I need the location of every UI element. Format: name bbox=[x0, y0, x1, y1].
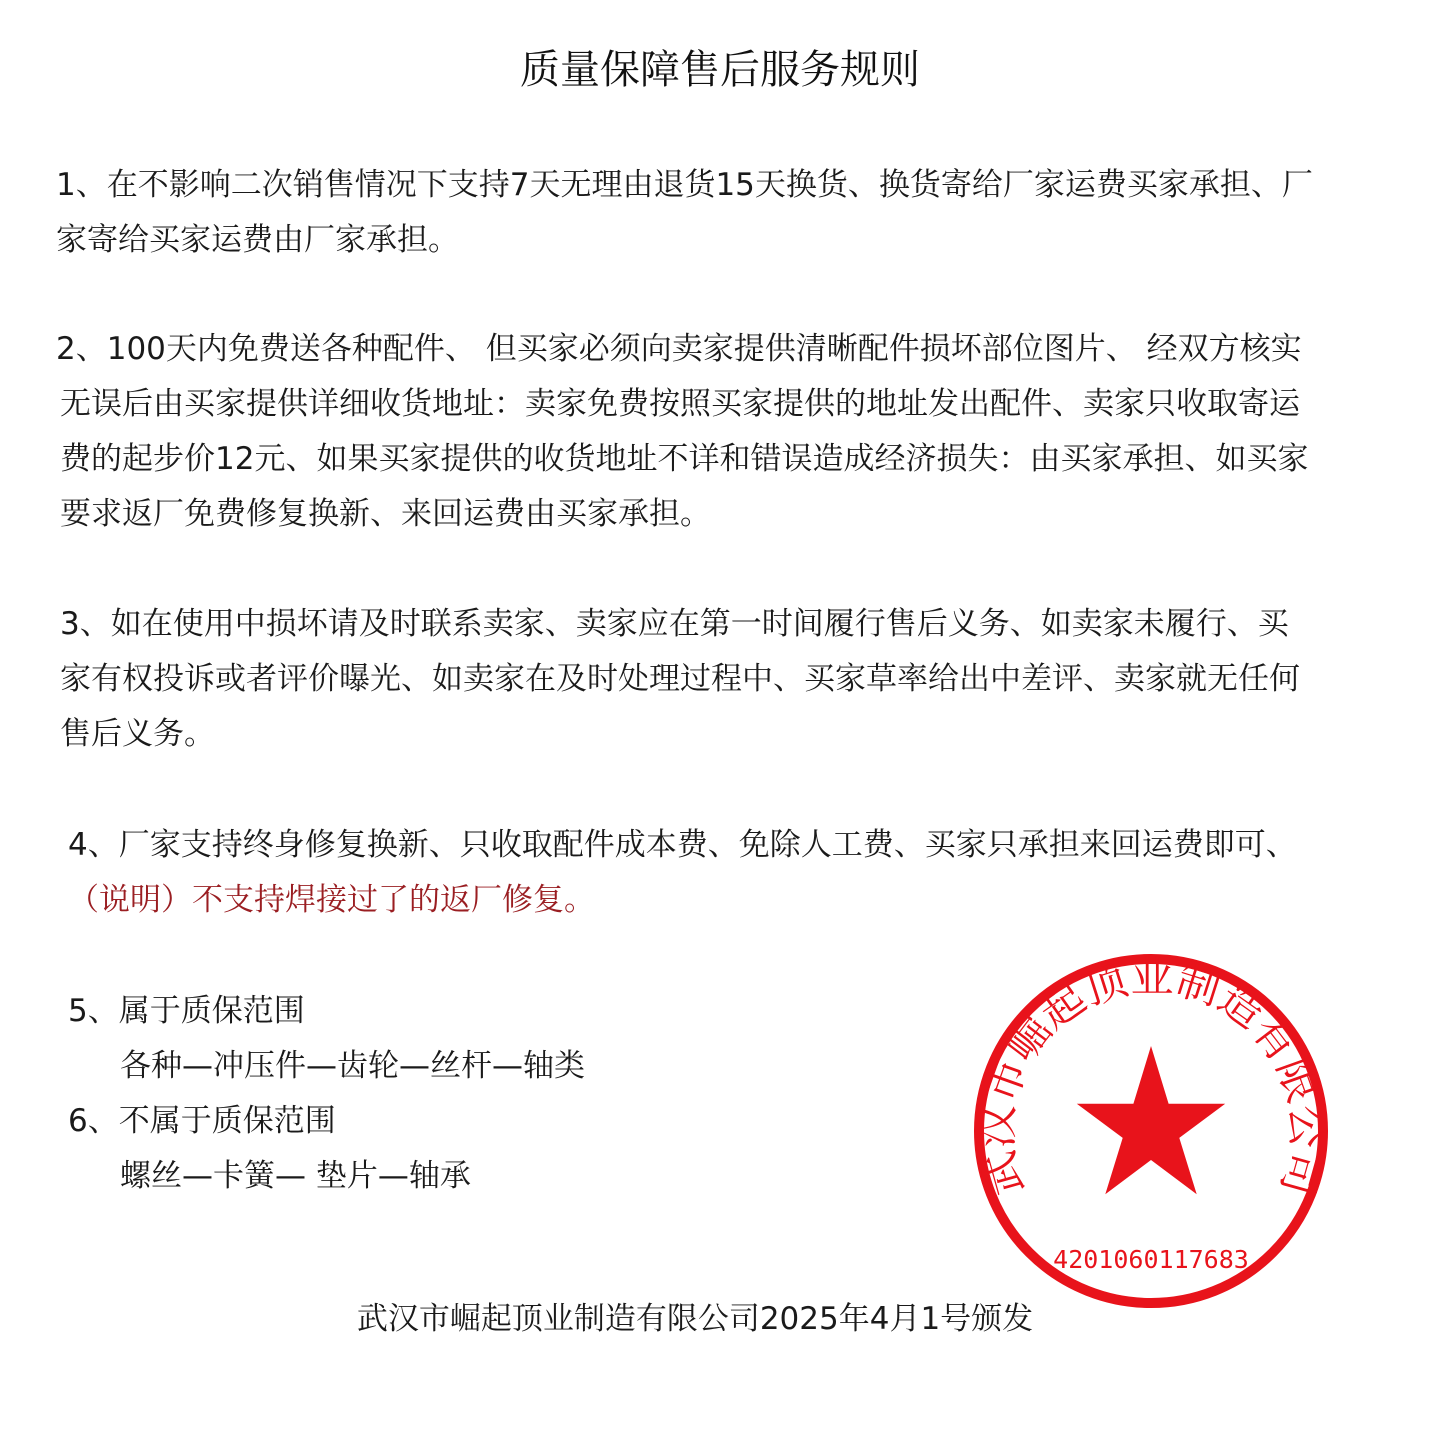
rule-3-line-1: 3、如在使用中损坏请及时联系卖家、卖家应在第一时间履行售后义务、如卖家未履行、买 bbox=[60, 606, 1289, 642]
rule-4 bbox=[68, 818, 1297, 928]
rule-4-note: （说明）不支持焊接过了的返厂修复。 bbox=[68, 882, 595, 918]
excluded-title: 6、不属于质保范围 bbox=[68, 1103, 336, 1139]
warranty-scope bbox=[68, 984, 585, 1204]
rule-2-line-1: 2、100天内免费送各种配件、 但买家必须向卖家提供清晰配件损坏部位图片、 经双方核实 bbox=[56, 331, 1302, 367]
rule-2-line-3: 费的起步价12元、如果买家提供的收货地址不详和错误造成经济损失：由买家承担、如买家 bbox=[60, 441, 1309, 477]
rule-3-line-2: 家有权投诉或者评价曝光、如卖家在及时处理过程中、买家草率给出中差评、卖家就无任何 bbox=[60, 661, 1300, 697]
rule-1-line-1: 1、在不影响二次销售情况下支持7天无理由退货15天换货、换货寄给厂家运费买家承担、厂 bbox=[56, 167, 1313, 203]
rule-2-line-2: 无误后由买家提供详细收货地址：卖家免费按照买家提供的地址发出配件、卖家只收取寄运 bbox=[60, 386, 1300, 422]
seal-number: 4201060117683 bbox=[1053, 1245, 1249, 1274]
rule-3-line-3: 售后义务。 bbox=[60, 716, 215, 752]
page-title: 质量保障售后服务规则 bbox=[520, 47, 920, 93]
rule-1-line-2: 家寄给买家运费由厂家承担。 bbox=[56, 222, 459, 258]
rule-3 bbox=[60, 597, 1300, 762]
company-seal bbox=[968, 948, 1334, 1314]
star-icon bbox=[1077, 1046, 1225, 1194]
covered-items: 各种—冲压件—齿轮—丝杆—轴类 bbox=[120, 1048, 585, 1084]
rule-2 bbox=[56, 322, 1308, 542]
excluded-items: 螺丝—卡簧— 垫片—轴承 bbox=[120, 1158, 471, 1194]
rule-4-line-1: 4、厂家支持终身修复换新、只收取配件成本费、免除人工费、买家只承担来回运费即可、 bbox=[68, 827, 1297, 863]
rule-1 bbox=[56, 158, 1313, 268]
covered-title: 5、属于质保范围 bbox=[68, 993, 305, 1029]
rule-2-line-4: 要求返厂免费修复换新、来回运费由买家承担。 bbox=[60, 496, 711, 532]
issue-footer: 武汉市崛起顶业制造有限公司2025年4月1号颁发 bbox=[356, 1301, 1034, 1337]
seal-company-text: 武汉市崛起顶业制造有限公司 bbox=[972, 952, 1332, 1201]
